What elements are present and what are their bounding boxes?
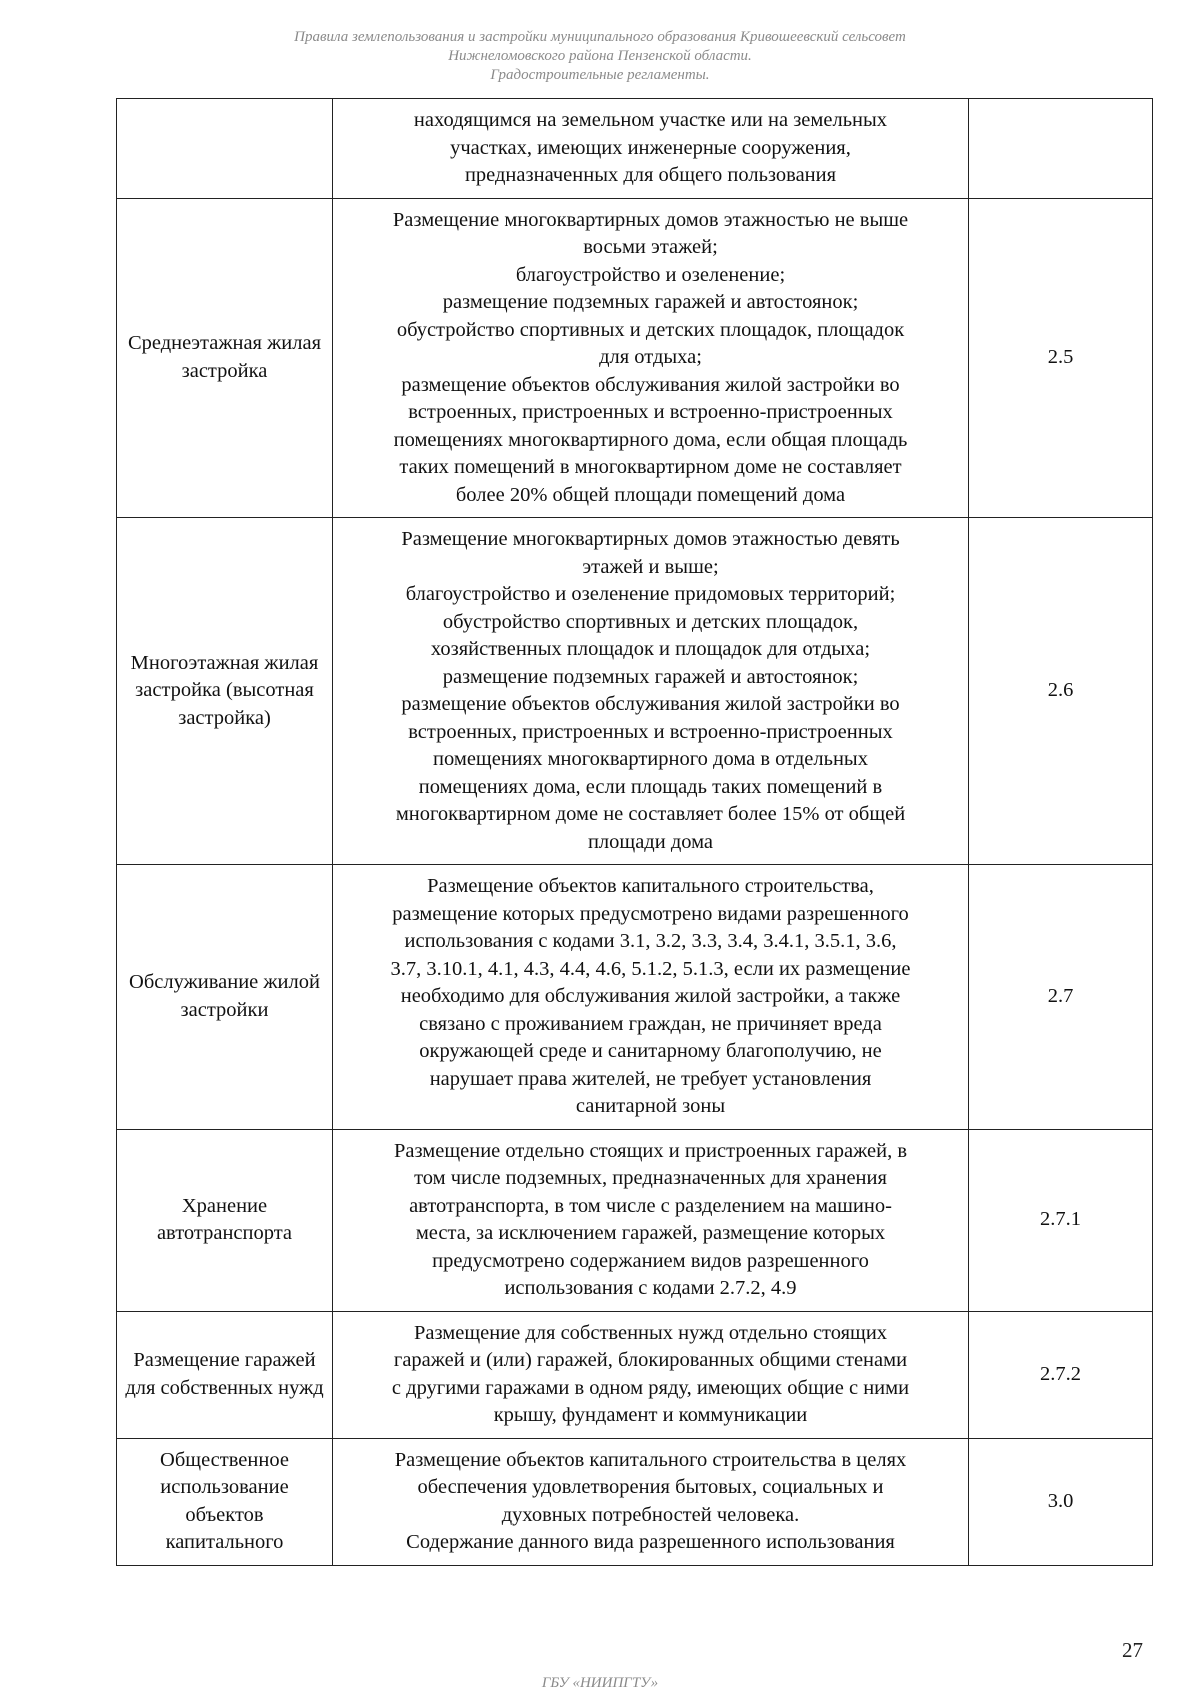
- description-line: участках, имеющих инженерные сооружения,: [450, 136, 851, 159]
- description-line: предназначенных для общего пользования: [464, 164, 837, 186]
- table-row: [117, 865, 1153, 1130]
- header-line-1: Правила землепользования и застройки муниципального образования Кривошеевский сельсовет: [294, 29, 906, 45]
- description-line: размещение подземных гаражей и автостоянок;: [442, 665, 859, 688]
- table-row: [117, 1129, 1153, 1311]
- description-line: помещениях многоквартирного дома, если общая площадь: [393, 428, 908, 451]
- description-line: благоустройство и озеленение придомовых территорий;: [405, 583, 896, 605]
- description-line: для отдыха;: [599, 346, 702, 368]
- description-line: духовных потребностей человека.: [501, 1503, 800, 1526]
- table-row: [117, 1438, 1153, 1565]
- description-line: помещениях дома, если площадь таких помещений в: [418, 775, 883, 798]
- description-line: Размещение отдельно стоящих и пристроенных гаражей, в: [393, 1139, 908, 1162]
- description-line: использования с кодами 2.7.2, 4.9: [504, 1277, 797, 1299]
- use-type-description-cell: [333, 99, 969, 199]
- use-type-code-cell: [969, 99, 1153, 199]
- description-line: обустройство спортивных и детских площадок, площадок: [396, 318, 905, 341]
- header-line-3: Градостроительные регламенты.: [490, 67, 710, 83]
- description-line: нарушает права жителей, не требует установления: [429, 1067, 872, 1090]
- use-type-name-cell: Многоэтажная жилая застройка (высотная застройка): [117, 518, 333, 865]
- description-line: гаражей и (или) гаражей, блокированных общими стенами: [393, 1349, 908, 1371]
- page-footer: ГБУ «НИИПГТУ»: [541, 1675, 659, 1691]
- use-type-description-cell: [333, 198, 969, 518]
- table-row: [117, 518, 1153, 865]
- use-type-code-cell: 3.0: [969, 1438, 1153, 1565]
- use-type-description-cell: [333, 518, 969, 865]
- description-line: размещение объектов обслуживания жилой застройки во: [401, 693, 900, 715]
- description-line: места, за исключением гаражей, размещение которых: [415, 1222, 886, 1244]
- header-line-2: Нижнеломовского района Пензенской области.: [448, 48, 752, 64]
- land-use-table: [116, 98, 1153, 1566]
- description-line: предусмотрено содержанием видов разрешенного: [432, 1249, 869, 1272]
- description-line: более 20% общей площади помещений дома: [455, 483, 846, 506]
- table-body: [117, 99, 1153, 1566]
- description-line: том числе подземных, предназначенных для хранения: [414, 1167, 887, 1189]
- page-number: 27: [1122, 1638, 1143, 1662]
- description-line: этажей и выше;: [582, 555, 719, 578]
- use-type-name-cell: Хранение автотранспорта: [117, 1129, 333, 1311]
- use-type-description-cell: [333, 1311, 969, 1438]
- description-line: Размещение многоквартирных домов этажностью не выше: [392, 208, 909, 231]
- description-line: таких помещений в многоквартирном доме не составляет: [399, 456, 902, 478]
- document-header: [150, 28, 1050, 85]
- description-line: санитарной зоны: [575, 1095, 726, 1117]
- description-line: помещениях многоквартирного дома в отдельных: [433, 748, 868, 770]
- description-line: Размещение объектов капитального строительства в целях: [394, 1448, 907, 1471]
- description-line: встроенных, пристроенных и встроенно-пристроенных: [408, 401, 893, 423]
- description-line: благоустройство и озеленение;: [515, 263, 786, 286]
- use-type-name-cell: Обслуживание жилой застройки: [117, 865, 333, 1130]
- description-line: многоквартирном доме не составляет более 15% от общей: [395, 803, 906, 825]
- use-type-code-cell: 2.7.1: [969, 1129, 1153, 1311]
- description-line: с другими гаражами в одном ряду, имеющих общие с ними: [391, 1376, 910, 1399]
- description-line: обустройство спортивных и детских площадок,: [442, 610, 859, 633]
- description-line: хозяйственных площадок и площадок для отдыха;: [430, 638, 871, 660]
- description-line: автотранспорта, в том числе с разделением на машино-: [409, 1194, 892, 1217]
- description-line: Размещение для собственных нужд отдельно стоящих: [413, 1321, 888, 1344]
- table-row: [117, 99, 1153, 199]
- use-type-code-cell: 2.7.2: [969, 1311, 1153, 1438]
- use-type-code-cell: 2.6: [969, 518, 1153, 865]
- description-line: окружающей среде и санитарному благополучию, не: [419, 1040, 882, 1062]
- description-line: необходимо для обслуживания жилой застройки, а также: [400, 985, 901, 1007]
- use-type-description-cell: [333, 1129, 969, 1311]
- description-line: находящимся на земельном участке или на земельных: [413, 109, 888, 131]
- description-line: размещение которых предусмотрено видами разрешенного: [392, 902, 909, 925]
- use-type-description-cell: [333, 1438, 969, 1565]
- use-type-code-cell: 2.5: [969, 198, 1153, 518]
- description-line: связано с проживанием граждан, не причиняет вреда: [419, 1012, 882, 1035]
- use-type-code-cell: 2.7: [969, 865, 1153, 1130]
- description-line: встроенных, пристроенных и встроенно-пристроенных: [408, 720, 893, 743]
- use-type-name-cell: [117, 99, 333, 199]
- description-line: Размещение многоквартирных домов этажностью девять: [401, 528, 900, 550]
- table-row: [117, 1311, 1153, 1438]
- use-type-name-cell: Размещение гаражей для собственных нужд: [117, 1311, 333, 1438]
- description-line: размещение подземных гаражей и автостоянок;: [442, 291, 859, 313]
- description-line: 3.7, 3.10.1, 4.1, 4.3, 4.4, 4.6, 5.1.2, 5.1.3, если их размещение: [390, 957, 911, 980]
- use-type-description-cell: [333, 865, 969, 1130]
- description-line: размещение объектов обслуживания жилой застройки во: [401, 373, 900, 396]
- description-line: площади дома: [587, 830, 714, 853]
- description-line: крышу, фундамент и коммуникации: [493, 1404, 808, 1426]
- description-line: Содержание данного вида разрешенного использования: [406, 1531, 895, 1553]
- description-line: восьми этажей;: [583, 236, 718, 258]
- description-line: обеспечения удовлетворения бытовых, социальных и: [417, 1476, 884, 1498]
- table-row: [117, 198, 1153, 518]
- description-line: использования с кодами 3.1, 3.2, 3.3, 3.4, 3.4.1, 3.5.1, 3.6,: [404, 930, 897, 952]
- use-type-name-cell: Среднеэтажная жилая застройка: [117, 198, 333, 518]
- description-line: Размещение объектов капитального строительства,: [427, 875, 874, 897]
- use-type-name-cell: Общественное использование объектов капитального: [117, 1438, 333, 1565]
